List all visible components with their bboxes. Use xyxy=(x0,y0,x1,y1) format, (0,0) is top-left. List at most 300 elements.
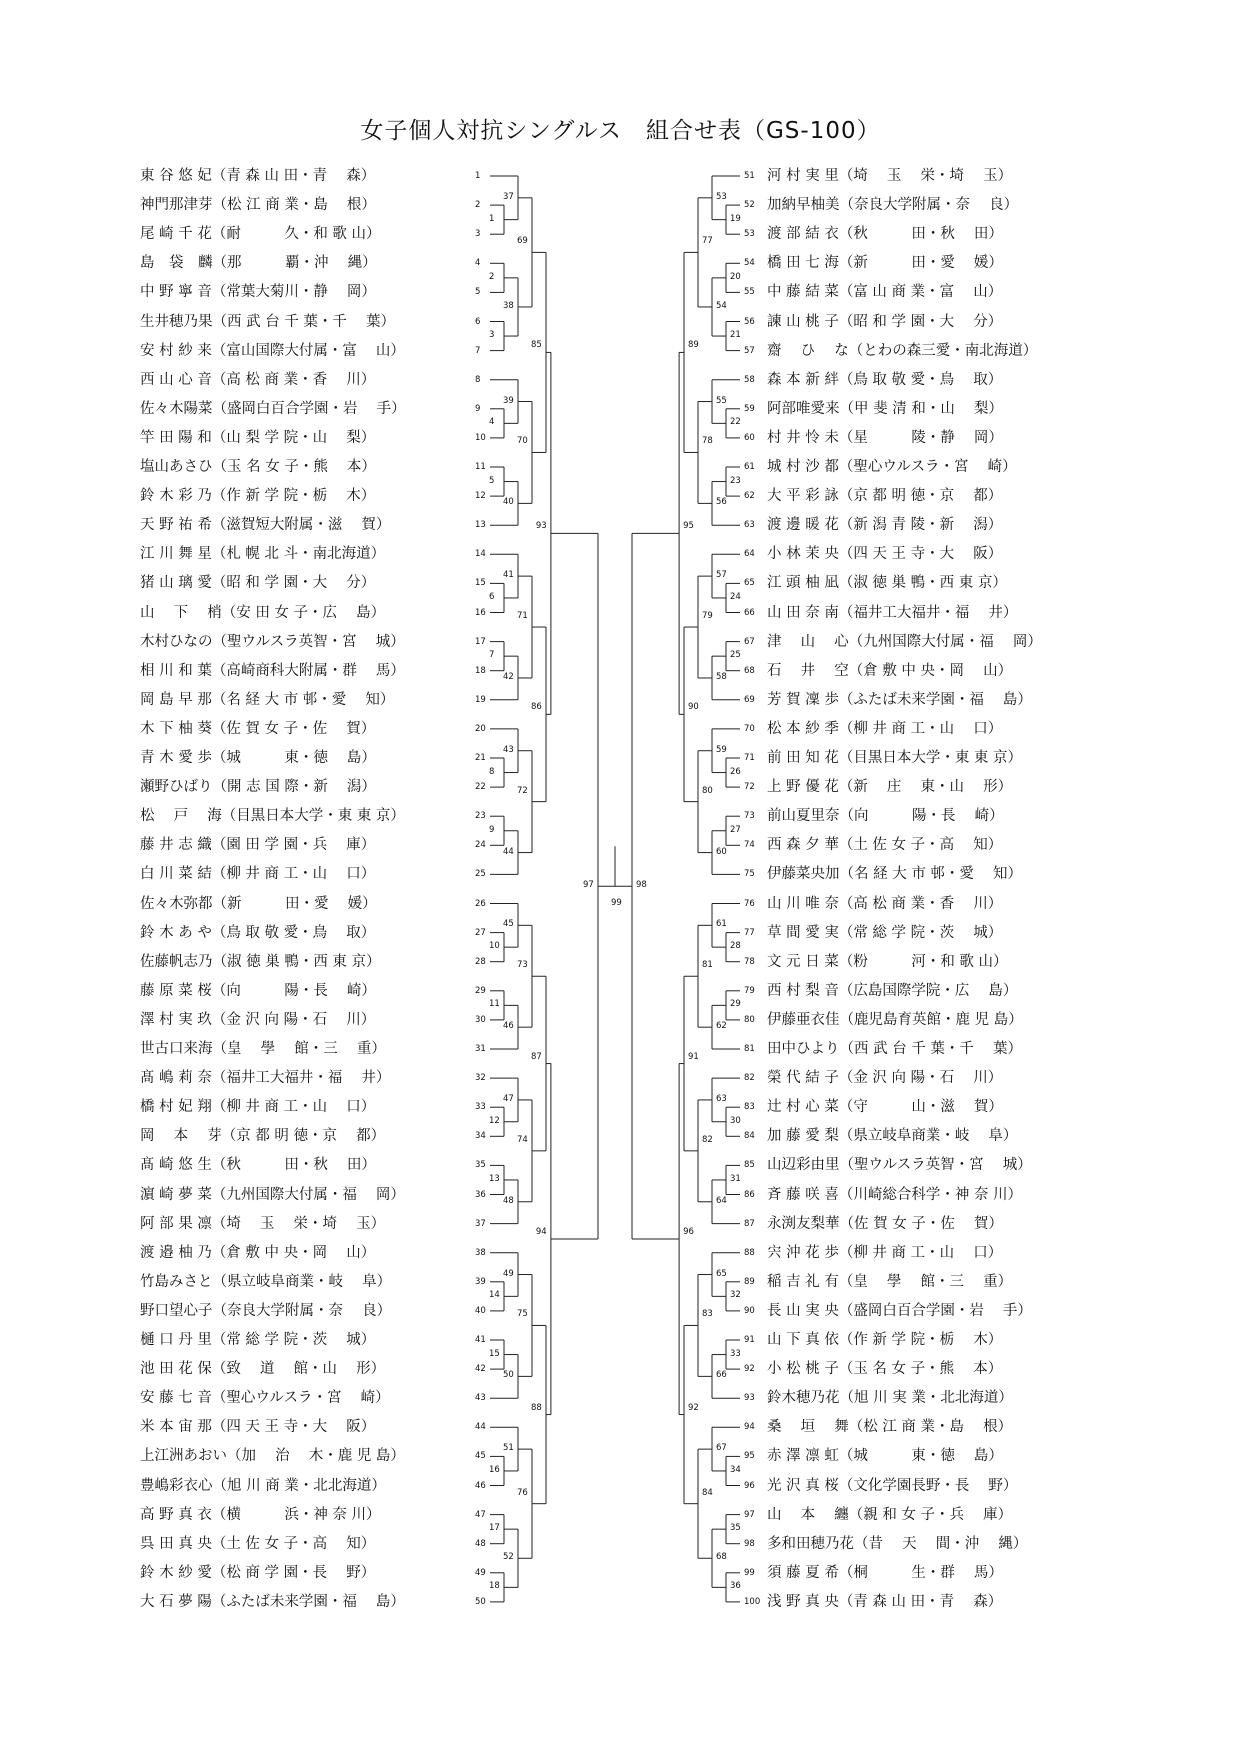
entry-name: 山辺彩由里（聖ウルスラ英智・宮 城） xyxy=(767,1157,1032,1174)
match-number: 8 xyxy=(489,766,495,777)
seed-number: 64 xyxy=(744,549,755,560)
entry-name: 石 井 空（倉 敷 中 央・岡 山） xyxy=(767,662,1013,679)
seed-number: 91 xyxy=(744,1335,755,1345)
seed-number: 75 xyxy=(744,869,755,880)
seed-number: 46 xyxy=(475,1480,486,1491)
entry-name: 高 野 真 衣（横 浜・神 奈 川） xyxy=(140,1506,381,1523)
seed-number: 87 xyxy=(744,1218,755,1229)
seed-number: 100 xyxy=(744,1596,761,1607)
match-number: 10 xyxy=(489,941,500,952)
match-number: 82 xyxy=(702,1134,713,1145)
entry-name: 浅 野 真 央（青 森 山 田・青 森） xyxy=(767,1593,1003,1610)
match-number: 99 xyxy=(611,898,622,909)
seed-number: 69 xyxy=(744,694,755,705)
match-number: 66 xyxy=(716,1370,727,1381)
match-number: 15 xyxy=(489,1348,500,1359)
seed-number: 33 xyxy=(475,1102,486,1113)
match-number: 91 xyxy=(688,1051,699,1062)
entry-name: 榮 代 結 子（金 沢 向 陽・石 川） xyxy=(767,1070,1003,1087)
match-number: 84 xyxy=(702,1487,713,1498)
seed-number: 83 xyxy=(744,1102,755,1113)
match-number: 75 xyxy=(517,1309,528,1320)
match-number: 25 xyxy=(730,650,741,661)
match-number: 35 xyxy=(730,1523,741,1534)
seed-number: 22 xyxy=(475,782,486,793)
entry-name: 岡 本 芽（京 都 明 徳・京 都） xyxy=(140,1128,386,1145)
entry-name: 伊藤菜央加（名 経 大 市 邨・愛 知） xyxy=(767,866,1023,883)
match-number: 59 xyxy=(716,744,727,755)
seed-number: 82 xyxy=(744,1073,755,1084)
match-number: 53 xyxy=(716,191,727,202)
seed-number: 15 xyxy=(475,578,486,589)
seed-number: 56 xyxy=(744,316,755,327)
seed-number: 70 xyxy=(744,723,755,734)
match-number: 9 xyxy=(489,824,495,835)
seed-number: 88 xyxy=(744,1247,755,1258)
entry-name: 伊藤亜衣佳（鹿児島育英館・鹿 児 島） xyxy=(767,1011,1023,1028)
seed-number: 35 xyxy=(475,1160,486,1171)
entry-name: 城 村 沙 都（聖心ウルスラ・宮 崎） xyxy=(767,459,1017,475)
entry-name: 瀬野ひばり（開 志 国 際・新 潟） xyxy=(140,779,376,796)
seed-number: 86 xyxy=(744,1189,755,1200)
seed-number: 27 xyxy=(475,927,486,938)
seed-number: 21 xyxy=(475,753,486,763)
match-number: 1 xyxy=(489,213,495,224)
entry-name: 竹島みさと（県立岐阜商業・岐 阜） xyxy=(140,1273,392,1290)
entry-name: 前 田 知 花（目黒日本大学・東 東 京） xyxy=(767,750,1023,766)
entry-name: 稲 吉 礼 有（皇 學 館・三 重） xyxy=(767,1273,1013,1290)
entry-name: 塩山あさひ（玉 名 女 子・熊 本） xyxy=(140,459,376,475)
match-number: 78 xyxy=(702,436,713,447)
seed-number: 30 xyxy=(475,1014,486,1025)
match-number: 3 xyxy=(489,330,495,341)
match-number: 94 xyxy=(535,1227,547,1238)
match-number: 57 xyxy=(716,570,727,581)
match-number: 89 xyxy=(688,340,699,351)
match-number: 37 xyxy=(503,191,514,202)
match-number: 47 xyxy=(503,1093,514,1104)
seed-number: 6 xyxy=(475,316,481,327)
match-number: 46 xyxy=(503,1021,514,1032)
entry-name: 諫 山 桃 子（昭 和 学 園・大 分） xyxy=(767,313,1003,330)
match-number: 26 xyxy=(730,766,741,777)
entry-name: 世古口来海（皇 學 館・三 重） xyxy=(140,1041,386,1057)
match-number: 60 xyxy=(716,846,727,857)
seed-number: 12 xyxy=(475,491,486,502)
seed-number: 16 xyxy=(475,607,486,618)
match-number: 22 xyxy=(730,417,741,428)
match-number: 42 xyxy=(503,671,514,682)
entry-name: 木 下 柚 葵（佐 賀 女 子・佐 賀） xyxy=(140,720,376,737)
match-number: 76 xyxy=(517,1487,528,1498)
match-number: 7 xyxy=(489,650,495,661)
seed-number: 67 xyxy=(744,636,755,647)
entry-name: 安 藤 七 音（聖心ウルスラ・宮 崎） xyxy=(140,1390,390,1407)
entry-name: 須 藤 夏 希（桐 生・群 馬） xyxy=(767,1564,1003,1581)
entry-name: 佐藤帆志乃（淑 徳 巣 鴨・西 東 京） xyxy=(140,953,381,970)
match-number: 72 xyxy=(517,785,528,796)
entry-name: 齋 ひ な（とわの森三愛・南北海道） xyxy=(767,342,1038,359)
match-number: 29 xyxy=(730,999,741,1010)
seed-number: 32 xyxy=(475,1073,486,1084)
seed-number: 2 xyxy=(475,200,481,211)
seed-number: 19 xyxy=(475,694,486,705)
seed-number: 42 xyxy=(475,1364,486,1375)
seed-number: 89 xyxy=(744,1276,755,1287)
seed-number: 43 xyxy=(475,1393,486,1404)
match-number: 68 xyxy=(716,1552,727,1563)
match-number: 41 xyxy=(503,570,514,581)
entry-name: 佐々木陽菜（盛岡白百合学園・岩 手） xyxy=(140,400,406,417)
seed-number: 95 xyxy=(744,1451,755,1462)
seed-number: 92 xyxy=(744,1364,755,1375)
match-number: 32 xyxy=(730,1290,741,1301)
match-number: 24 xyxy=(730,591,741,602)
entry-name: 澤 村 実 玖（金 沢 向 陽・石 川） xyxy=(140,1011,376,1028)
seed-number: 99 xyxy=(744,1567,755,1578)
seed-number: 90 xyxy=(744,1305,755,1316)
seed-number: 44 xyxy=(475,1422,486,1433)
seed-number: 45 xyxy=(475,1451,486,1462)
match-number: 39 xyxy=(503,395,514,406)
entry-name: 藤 原 菜 桜（向 陽・長 崎） xyxy=(140,982,376,999)
match-number: 73 xyxy=(517,960,528,971)
entry-name: 辻 村 心 菜（守 山・滋 賀） xyxy=(767,1099,1003,1116)
entry-name: 渡 邉 柚 乃（倉 敷 中 央・岡 山） xyxy=(140,1244,376,1261)
seed-number: 39 xyxy=(475,1276,486,1287)
seed-number: 7 xyxy=(475,345,481,356)
entry-name: 鈴木穂乃花（旭 川 実 業・北北海道） xyxy=(767,1390,1013,1407)
match-number: 49 xyxy=(503,1268,514,1279)
seed-number: 37 xyxy=(475,1218,486,1229)
seed-number: 4 xyxy=(475,258,481,269)
seed-number: 41 xyxy=(475,1335,486,1345)
entry-name: 渡 邊 暖 花（新 潟 青 陵・新 潟） xyxy=(767,517,1003,534)
entry-name: 芳 賀 凜 歩（ふたば未来学園・福 島） xyxy=(767,691,1032,708)
entry-name: 野口望心子（奈良大学附属・奈 良） xyxy=(140,1302,392,1319)
entry-name: 阿部唯愛来（甲 斐 清 和・山 梨） xyxy=(767,400,1003,417)
seed-number: 62 xyxy=(744,491,755,502)
seed-number: 18 xyxy=(475,665,486,676)
seed-number: 5 xyxy=(475,287,481,298)
match-number: 64 xyxy=(716,1195,727,1206)
match-number: 96 xyxy=(683,1227,694,1238)
entry-name: 松 戸 海（目黒日本大学・東 東 京） xyxy=(140,808,405,825)
seed-number: 97 xyxy=(744,1509,755,1520)
entry-name: 長 山 実 央（盛岡白百合学園・岩 手） xyxy=(767,1302,1032,1319)
seed-number: 96 xyxy=(744,1480,755,1491)
seed-number: 8 xyxy=(475,374,481,385)
entry-name: 光 沢 真 桜（文化学園長野・長 野） xyxy=(767,1477,1018,1494)
match-number: 81 xyxy=(702,960,713,971)
entry-name: 安 村 紗 来（富山国際大付属・富 山） xyxy=(140,342,405,359)
entry-name: 佐々木弥都（新 田・愛 媛） xyxy=(140,895,377,912)
seed-number: 79 xyxy=(744,985,755,996)
match-number: 11 xyxy=(489,999,500,1010)
match-number: 34 xyxy=(730,1464,741,1475)
seed-number: 71 xyxy=(744,753,755,763)
entry-name: 鈴 木 彩 乃（作 新 学 院・栃 木） xyxy=(140,488,376,505)
seed-number: 58 xyxy=(744,374,755,385)
entry-name: 村 井 怜 未（星 陵・静 岡） xyxy=(767,429,1003,446)
entry-name: 藤 井 志 織（園 田 学 園・兵 庫） xyxy=(140,837,376,854)
entry-name: 山 田 奈 南（福井工大福井・福 井） xyxy=(767,604,1018,621)
entry-name: 呉 田 真 央（土 佐 女 子・高 知） xyxy=(140,1535,376,1552)
seed-number: 50 xyxy=(475,1596,486,1607)
match-number: 69 xyxy=(517,236,528,247)
entry-name: 木村ひなの（聖ウルスラ英智・宮 城） xyxy=(140,633,405,650)
seed-number: 26 xyxy=(475,898,486,909)
seed-number: 59 xyxy=(744,403,755,414)
seed-number: 78 xyxy=(744,956,755,967)
match-number: 31 xyxy=(730,1173,741,1184)
match-number: 17 xyxy=(489,1523,500,1534)
match-number: 20 xyxy=(730,271,741,282)
entry-name: 青 木 愛 歩（城 東・徳 島） xyxy=(140,750,376,766)
match-number: 80 xyxy=(702,785,713,796)
seed-number: 23 xyxy=(475,811,486,822)
entry-name: 樋 口 丹 里（常 総 学 院・茨 城） xyxy=(140,1332,376,1348)
seed-number: 57 xyxy=(744,345,755,356)
seed-number: 11 xyxy=(475,462,486,472)
seed-number: 53 xyxy=(744,229,755,240)
match-number: 70 xyxy=(517,436,528,447)
entry-name: 西 山 心 音（高 松 商 業・香 川） xyxy=(140,371,376,388)
entry-name: 前山夏里奈（向 陽・長 崎） xyxy=(767,808,1004,825)
match-number: 19 xyxy=(730,213,741,224)
entry-name: 天 野 祐 希（滋賀短大附属・滋 賀） xyxy=(140,517,391,534)
match-number: 95 xyxy=(683,521,694,532)
entry-name: 白 川 菜 結（柳 井 商 工・山 口） xyxy=(140,866,376,883)
match-number: 56 xyxy=(716,497,727,508)
seed-number: 51 xyxy=(744,171,755,181)
entry-name: 宍 沖 花 歩（柳 井 商 工・山 口） xyxy=(767,1244,1003,1261)
seed-number: 29 xyxy=(475,985,486,996)
seed-number: 66 xyxy=(744,607,755,618)
entry-name: 加 藤 愛 梨（県立岐阜商業・岐 阜） xyxy=(767,1128,1018,1145)
seed-number: 94 xyxy=(744,1422,755,1433)
seed-number: 76 xyxy=(744,898,755,909)
match-number: 6 xyxy=(489,591,495,602)
match-number: 38 xyxy=(503,300,514,311)
entry-name: 多和田穂乃花（昔 天 間・沖 縄） xyxy=(767,1535,1028,1552)
seed-number: 84 xyxy=(744,1131,755,1142)
seed-number: 49 xyxy=(475,1567,486,1578)
seed-number: 61 xyxy=(744,462,755,472)
seed-number: 3 xyxy=(475,229,481,240)
entry-name: 濵 崎 夢 菜（九州国際大付属・福 岡） xyxy=(140,1186,405,1203)
match-number: 62 xyxy=(716,1021,727,1032)
entry-name: 尾 崎 千 花（耐 久・和 歌 山） xyxy=(140,226,381,243)
match-number: 51 xyxy=(503,1443,514,1454)
entry-name: 岡 島 早 那（名 経 大 市 邨・愛 知） xyxy=(140,691,395,708)
entry-name: 森 本 新 絆（鳥 取 敬 愛・鳥 取） xyxy=(767,371,1003,388)
entry-name: 江 川 舞 星（札 幌 北 斗・南北海道） xyxy=(140,546,386,563)
entry-name: 生井穂乃果（西 武 台 千 葉・千 葉） xyxy=(140,313,396,330)
entry-name: 山 本 纏（親 和 女 子・兵 庫） xyxy=(767,1506,1013,1523)
match-number: 88 xyxy=(531,1402,542,1413)
seed-number: 38 xyxy=(475,1247,486,1258)
seed-number: 73 xyxy=(744,811,755,822)
match-number: 63 xyxy=(716,1093,727,1104)
entry-name: 髙 崎 悠 生（秋 田・秋 田） xyxy=(140,1157,376,1174)
match-number: 97 xyxy=(583,880,594,891)
match-number: 28 xyxy=(730,941,741,952)
match-number: 52 xyxy=(503,1552,514,1563)
match-number: 71 xyxy=(517,611,528,622)
seed-number: 17 xyxy=(475,636,486,647)
seed-number: 85 xyxy=(744,1160,755,1171)
match-number: 45 xyxy=(503,919,514,930)
seed-number: 36 xyxy=(475,1189,486,1200)
match-number: 21 xyxy=(730,330,741,341)
seed-number: 9 xyxy=(475,403,481,414)
seed-number: 13 xyxy=(475,520,486,531)
seed-number: 52 xyxy=(744,200,755,211)
entry-name: 山 下 梢（安 田 女 子・広 島） xyxy=(140,604,386,621)
seed-number: 81 xyxy=(744,1044,755,1054)
match-number: 77 xyxy=(702,236,713,247)
match-number: 33 xyxy=(730,1348,741,1359)
entry-name: 島 袋 麟（那 覇・沖 縄） xyxy=(140,255,377,272)
seed-number: 65 xyxy=(744,578,755,589)
seed-number: 93 xyxy=(744,1393,755,1404)
match-number: 79 xyxy=(702,611,713,622)
seed-number: 40 xyxy=(475,1305,486,1316)
seed-number: 77 xyxy=(744,927,755,938)
seed-number: 74 xyxy=(744,840,755,851)
seed-number: 31 xyxy=(475,1044,486,1054)
entry-name: 鈴 木 あ や（鳥 取 敬 愛・鳥 取） xyxy=(140,924,376,941)
match-number: 74 xyxy=(517,1134,528,1145)
entry-name: 池 田 花 保（致 道 館・山 形） xyxy=(140,1361,386,1378)
entry-name: 竿 田 陽 和（山 梨 学 院・山 梨） xyxy=(140,429,376,446)
match-number: 98 xyxy=(636,880,647,891)
seed-number: 25 xyxy=(475,869,486,880)
entry-name: 河 村 実 里（埼 玉 栄・埼 玉） xyxy=(767,168,1013,184)
match-number: 5 xyxy=(489,475,495,486)
entry-name: 桑 垣 舞（松 江 商 業・島 根） xyxy=(767,1419,1013,1436)
match-number: 83 xyxy=(702,1309,713,1320)
match-number: 30 xyxy=(730,1115,741,1126)
match-number: 23 xyxy=(730,475,741,486)
match-number: 14 xyxy=(489,1290,500,1301)
entry-name: 松 本 紗 季（柳 井 商 工・山 口） xyxy=(767,720,1003,737)
entry-name: 文 元 日 菜（粉 河・和 歌 山） xyxy=(767,953,1008,970)
entry-name: 斉 藤 咲 喜（川崎総合科学・神 奈 川） xyxy=(767,1186,1023,1203)
seed-number: 55 xyxy=(744,287,755,298)
entry-name: 米 本 宙 那（四 天 王 寺・大 阪） xyxy=(140,1419,376,1436)
match-number: 48 xyxy=(503,1195,514,1206)
entry-name: 神門那津芽（松 江 商 業・島 根） xyxy=(140,197,376,214)
seed-number: 28 xyxy=(475,956,486,967)
seed-number: 98 xyxy=(744,1538,755,1549)
match-number: 18 xyxy=(489,1581,500,1592)
match-number: 58 xyxy=(716,671,727,682)
match-number: 85 xyxy=(531,340,542,351)
match-number: 65 xyxy=(716,1268,727,1279)
entry-name: 山 下 真 依（作 新 学 院・栃 木） xyxy=(767,1332,1003,1348)
entry-name: 渡 部 結 衣（秋 田・秋 田） xyxy=(767,226,1003,243)
match-number: 55 xyxy=(716,395,727,406)
entry-name: 田中ひより（西 武 台 千 葉・千 葉） xyxy=(767,1041,1023,1057)
entry-name: 鈴 木 紗 愛（松 商 学 園・長 野） xyxy=(140,1564,376,1581)
match-number: 43 xyxy=(503,744,514,755)
match-number: 2 xyxy=(489,271,495,282)
entry-name: 小 林 茉 央（四 天 王 寺・大 阪） xyxy=(767,546,1003,563)
entry-name: 豊嶋彩衣心（旭 川 商 業・北北海道） xyxy=(140,1477,386,1494)
match-number: 4 xyxy=(489,417,495,428)
entry-name: 西 森 夕 華（土 佐 女 子・高 知） xyxy=(767,837,1003,854)
match-number: 16 xyxy=(489,1464,500,1475)
entry-name: 上 野 優 花（新 庄 東・山 形） xyxy=(767,779,1013,796)
entry-name: 山 川 唯 奈（高 松 商 業・香 川） xyxy=(767,895,1003,912)
match-number: 36 xyxy=(730,1581,741,1592)
seed-number: 47 xyxy=(475,1509,486,1520)
seed-number: 20 xyxy=(475,723,486,734)
match-number: 27 xyxy=(730,824,741,835)
seed-number: 54 xyxy=(744,258,755,269)
entry-name: 永渕友梨華（佐 賀 女 子・佐 賀） xyxy=(767,1215,1003,1232)
entry-name: 西 村 梨 音（広島国際学院・広 島） xyxy=(767,982,1018,999)
entry-name: 上江洲あおい（加 治 木・鹿 児 島） xyxy=(140,1448,405,1465)
entry-name: 加納早柚美（奈良大学附属・奈 良） xyxy=(767,197,1019,214)
entry-name: 東 谷 悠 妃（青 森 山 田・青 森） xyxy=(140,168,376,184)
match-number: 50 xyxy=(503,1370,514,1381)
page-title: 女子個人対抗シングルス 組合せ表（GS-100） xyxy=(360,118,881,144)
match-number: 93 xyxy=(535,521,547,532)
entry-name: 大 石 夢 陽（ふたば未来学園・福 島） xyxy=(140,1593,405,1610)
seed-number: 48 xyxy=(475,1538,486,1549)
match-number: 13 xyxy=(489,1173,500,1184)
entry-name: 中 野 寧 音（常葉大菊川・静 岡） xyxy=(140,284,376,301)
match-number: 61 xyxy=(716,919,727,930)
match-number: 40 xyxy=(503,497,514,508)
match-number: 12 xyxy=(489,1115,500,1126)
seed-number: 60 xyxy=(744,432,755,443)
seed-number: 34 xyxy=(475,1131,486,1142)
seed-number: 1 xyxy=(475,171,481,181)
match-number: 86 xyxy=(531,702,542,713)
match-number: 90 xyxy=(688,702,699,713)
match-number: 54 xyxy=(716,300,727,311)
seed-number: 24 xyxy=(475,840,486,851)
seed-number: 14 xyxy=(475,549,486,560)
seed-number: 80 xyxy=(744,1014,755,1025)
seed-number: 63 xyxy=(744,520,755,531)
match-number: 67 xyxy=(716,1443,727,1454)
entry-name: 相 川 和 葉（高崎商科大附属・群 馬） xyxy=(140,662,405,679)
entry-name: 橋 村 妃 翔（柳 井 商 工・山 口） xyxy=(140,1099,376,1116)
entry-name: 草 間 愛 実（常 総 学 院・茨 城） xyxy=(767,924,1003,941)
entry-name: 大 平 彩 詠（京 都 明 徳・京 都） xyxy=(767,488,1003,505)
match-number: 44 xyxy=(503,846,514,857)
entry-name: 猪 山 璃 愛（昭 和 学 園・大 分） xyxy=(140,575,376,592)
seed-number: 68 xyxy=(744,665,755,676)
entry-name: 赤 澤 凛 虹（城 東・徳 島） xyxy=(767,1448,1003,1465)
match-number: 92 xyxy=(688,1402,699,1413)
entry-name: 阿 部 果 凛（埼 玉 栄・埼 玉） xyxy=(140,1215,386,1232)
seed-number: 72 xyxy=(744,782,755,793)
entry-name: 髙 嶋 莉 奈（福井工大福井・福 井） xyxy=(140,1070,391,1087)
entry-name: 小 松 桃 子（玉 名 女 子・熊 本） xyxy=(767,1361,1003,1378)
entry-name: 中 藤 結 菜（富 山 商 業・富 山） xyxy=(767,284,1003,301)
entry-name: 津 山 心（九州国際大付属・福 岡） xyxy=(767,633,1042,650)
entry-name: 江 頭 柚 凪（淑 徳 巣 鴨・西 東 京） xyxy=(767,575,1007,592)
seed-number: 10 xyxy=(475,432,486,443)
match-number: 87 xyxy=(531,1051,542,1062)
entry-name: 橋 田 七 海（新 田・愛 媛） xyxy=(767,255,1003,272)
